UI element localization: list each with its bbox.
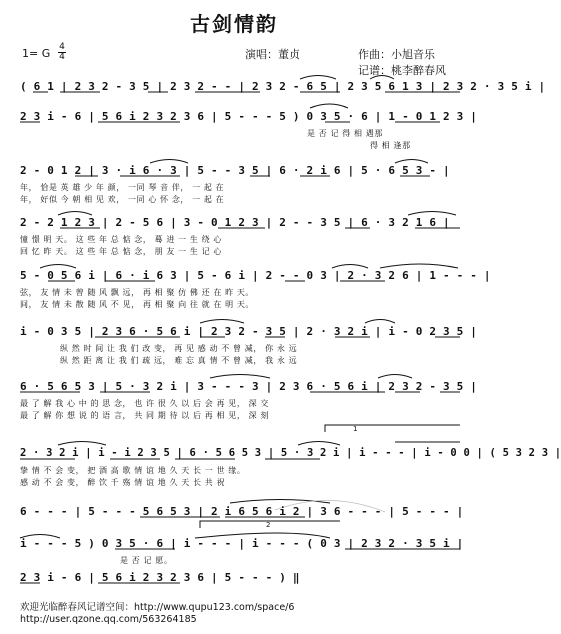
footer-welcome-line: 欢迎光临醉春风记谱空间：http://www.qupu123.com/space/6 (20, 602, 295, 613)
lyric-row-4-verse-2: 回 忆 昨 天。 这 些 年 总 惦 念， 朋 友 一 生 记 心 (20, 247, 222, 256)
score-row-10: i - - - 5 ) 0 3 5 · 6 | i - - - | i - - - ( 0 3 | 2 3 2 · 3 5 i | (20, 537, 464, 550)
time-signature-bottom: 4 (59, 52, 65, 62)
score-row-1: ( 6 1 | 2 3 2 - 3 5 | 2 3 2 - - | 2 3 2 - 6 5 | 2 3 5 6 1 3 | 2 3 2 · 3 5 i | (20, 80, 546, 93)
lyric-row-3-verse-1: 年， 恰是 英 雄 少 年 颜， 一同 琴 音 伴， 一 起 在 (20, 183, 225, 192)
score-row-7: 6 · 5 6 5 3 | 5 · 3 2 i | 3 - - - 3 | 2 3 6 · 5 6 i | 2 3 2 - 3 5 | (20, 380, 478, 393)
score-row-3: 2 - 0 1 2 | 3 · i 6 · 3 | 5 - - 3 5 | 6 · 2 i 6 | 5 · 6 5 3 - | (20, 164, 450, 177)
lyric-row-5-verse-2: 间， 友 情 未 散 随 风 不 见， 再 相 聚 向 往 就 在 明 天。 (20, 300, 255, 309)
lyric-row-6-verse-2: 纵 然 距 离 让 我 们 疏 远， 难 忘 真 情 不 曾 减， 我 永 远 (60, 356, 298, 365)
page-title: 古剑情韵 (190, 12, 278, 36)
time-signature-top: 4 (59, 42, 65, 52)
lyric-row-7-verse-1: 最 了 解 我 心 中 的 思 念， 也 许 很 久 以 后 会 再 见， 深 交 (20, 399, 269, 408)
lyric-row-6-verse-1: 纵 然 时 间 让 我 们 改 变， 再 见 感 动 不 曾 减， 你 永 远 (60, 344, 298, 353)
lyric-row-4-verse-1: 憧 憬 明 天。 这 些 年 总 惦 念， 蓦 进 一 生 绕 心 (20, 235, 222, 244)
lyric-row-3-verse-2: 年， 好似 今 朝 相 见 欢， 一同 心 怀 念， 一 起 在 (20, 195, 225, 204)
score-row-5: 5 - 0 5 6 i | 6 · i 6 3 | 5 - 6 i | 2 - - 0 3 | 2 · 3 2 6 | 1 - - - | (20, 269, 491, 282)
score-row-4: 2 - 2 1 2 3 | 2 - 5 6 | 3 - 0 1 2 3 | 2 - - 3 5 | 6 · 3 2 1 6 | (20, 216, 450, 229)
score-row-6: i - 0 3 5 | 2 3 6 · 5 6 i | 2 3 2 - 3 5 | 2 · 3 2 i | i - 0 2 3 5 | (20, 325, 478, 338)
lyric-row-2-verse-2: 得 相 逢那 (370, 141, 411, 150)
lyric-row-10: 是 否 记 愿。 (120, 556, 173, 565)
composer-credit: 作曲：小旭音乐 (358, 48, 435, 61)
lyric-row-2-verse-1: 是 否 记 得 相 遇那 (307, 129, 383, 138)
lyric-row-8-verse-2: 感 动 不 会 变， 醉 饮 千 殇 情 谊 地 久 天 长 共 祝 (20, 478, 226, 487)
score-row-2: 2 3 i - 6 | 5 6 i 2 3 2 3 6 | 5 - - - 5 ) 0 3 5 · 6 | 1 - 0 1 2 3 | (20, 110, 478, 123)
singer-credit: 演唱：董贞 (245, 48, 300, 61)
key-signature: 1= G (22, 47, 51, 60)
lyric-row-5-verse-1: 弦， 友 情 未 曾 随 风 飘 远， 再 相 聚 仿 佛 还 在 昨 天。 (20, 288, 255, 297)
transcriber-credit: 记谱：桃李醉春风 (358, 64, 446, 77)
svg-text:1: 1 (353, 425, 358, 433)
lyric-row-7-verse-2: 最 了 解 你 想 说 的 语 言， 共 同 期 待 以 后 再 相 见， 深 刻 (20, 411, 269, 420)
svg-text:2: 2 (266, 521, 271, 529)
score-row-11: 2 3 i - 6 | 5 6 i 2 3 2 3 6 | 5 - - - ) ‖ (20, 571, 300, 584)
lyric-row-8-verse-1: 挚 情 不 会 变， 把 酒 高 歌 情 谊 地 久 天 长 一 世 缘。 (20, 466, 246, 475)
score-row-8: 2 · 3 2 i | i - i 2 3 5 | 6 · 5 6 5 3 | 5 · 3 2 i | i - - - | i - 0 0 | ( 5 3 2 3 | (20, 447, 561, 459)
score-row-9: 6 - - - | 5 - - - 5 6 5 3 | 2 i 6 5 6 i 2 | 3 6 - - - | 5 - - - | (20, 505, 464, 518)
footer-qzone-link[interactable]: http://user.qzone.qq.com/563264185 (20, 614, 197, 625)
